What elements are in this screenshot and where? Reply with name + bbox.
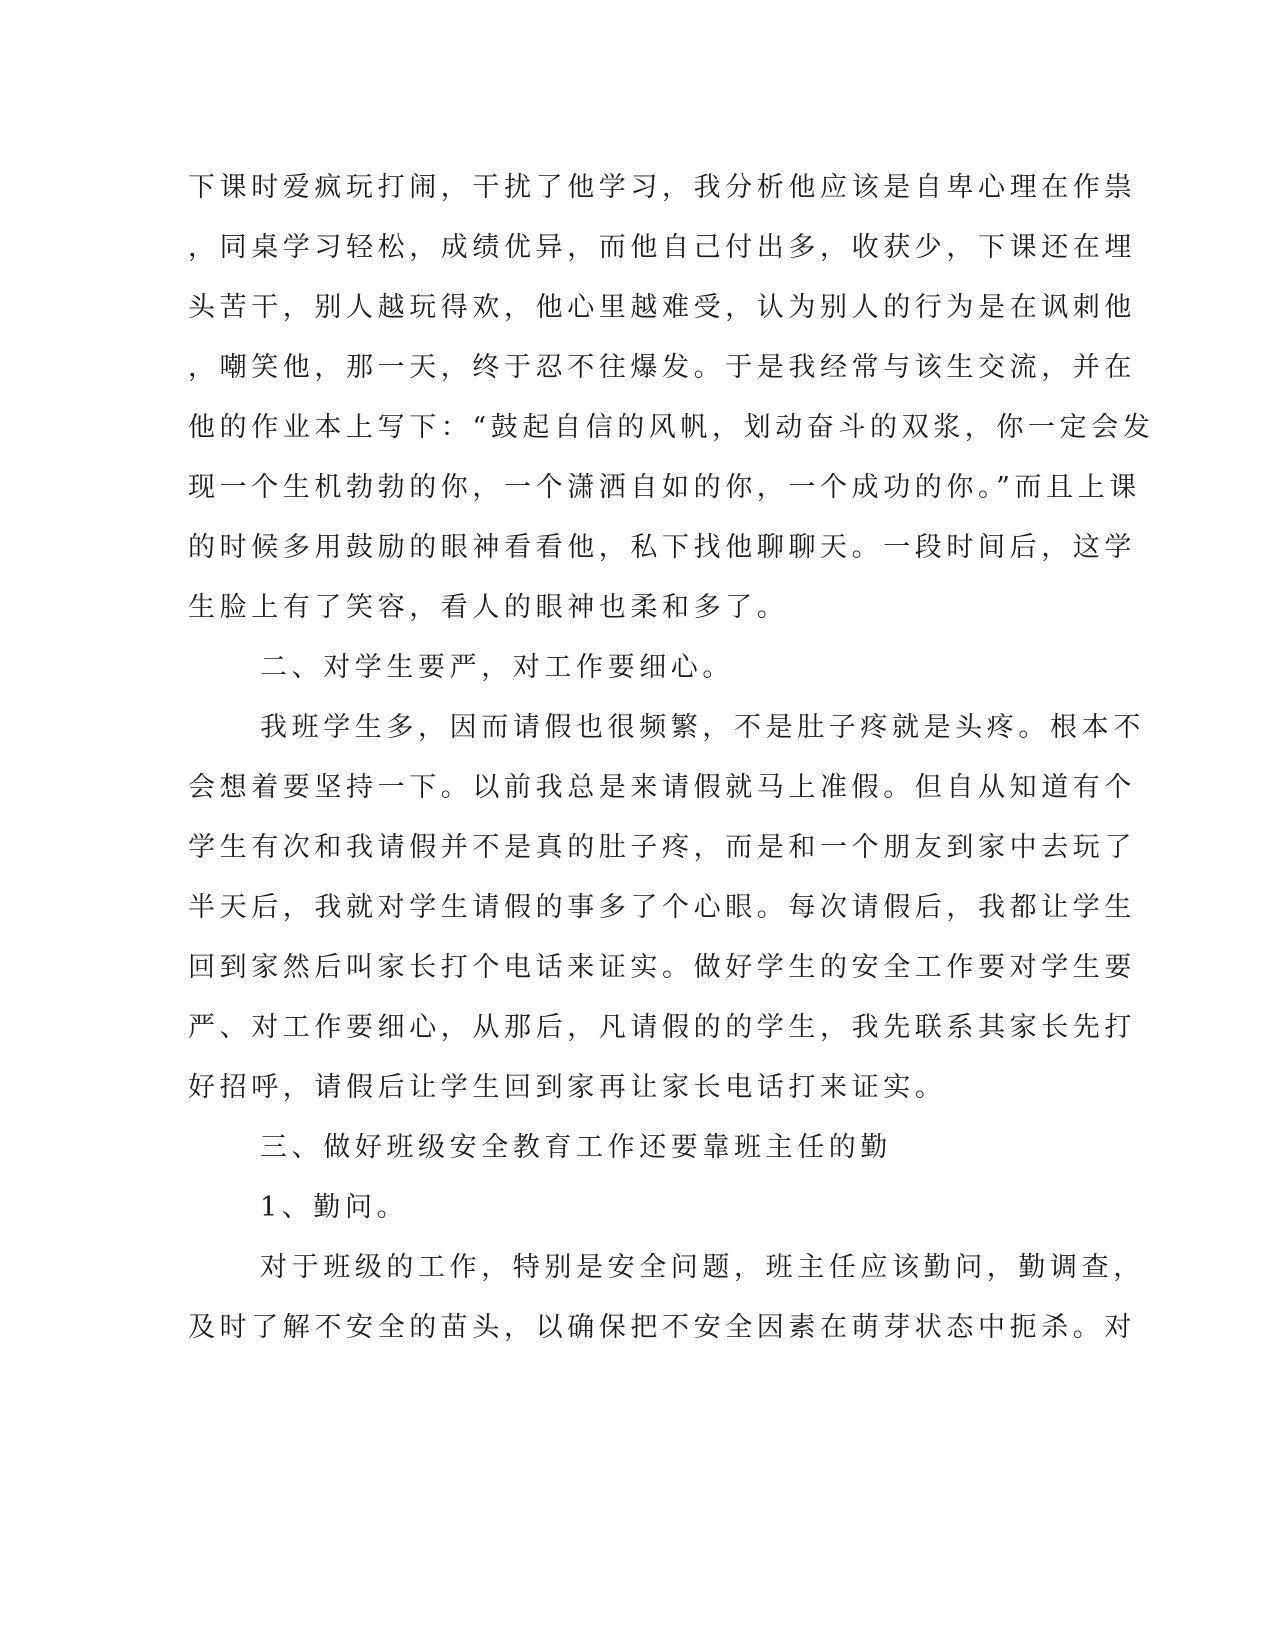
text-line: 二、对学生要严，对工作要细心。 xyxy=(260,652,734,683)
text-line: 头苦干，别人越玩得欢，他心里越难受，认为别人的行为是在讽刺他 xyxy=(188,292,1136,323)
text-line: 好招呼，请假后让学生回到家再让家长电话打来证实。 xyxy=(188,1072,947,1103)
text-line: 及时了解不安全的苗头，以确保把不安全因素在萌芽状态中扼杀。对 xyxy=(188,1312,1136,1343)
text-line: 现一个生机勃勃的你，一个潇洒自如的你，一个成功的你。”而且上课 xyxy=(188,472,1141,503)
text-line: 生脸上有了笑容，看人的眼神也柔和多了。 xyxy=(188,592,789,623)
text-line: 1、勤问。 xyxy=(260,1192,409,1223)
text-line: 的时候多用鼓励的眼神看看他，私下找他聊聊天。一段时间后，这学 xyxy=(188,532,1136,563)
text-line: 回到家然后叫家长打个电话来证实。做好学生的安全工作要对学生要 xyxy=(188,952,1136,983)
text-line: 对于班级的工作，特别是安全问题，班主任应该勤问，勤调查， xyxy=(260,1252,1145,1283)
text-line: 会想着要坚持一下。以前我总是来请假就马上准假。但自从知道有个 xyxy=(188,772,1136,803)
text-line: ，嘲笑他，那一天，终于忍不往爆发。于是我经常与该生交流，并在 xyxy=(188,352,1136,383)
text-line: 他的作业本上写下：“鼓起自信的风帆，划动奋斗的双浆，你一定会发 xyxy=(188,412,1155,443)
text-line: 严、对工作要细心，从那后，凡请假的的学生，我先联系其家长先打 xyxy=(188,1012,1136,1043)
text-line: 三、做好班级安全教育工作还要靠班主任的勤 xyxy=(260,1132,892,1163)
text-line: 半天后，我就对学生请假的事多了个心眼。每次请假后，我都让学生 xyxy=(188,892,1136,923)
text-line: 我班学生多，因而请假也很频繁，不是肚子疼就是头疼。根本不 xyxy=(260,712,1145,743)
document-body xyxy=(188,158,1155,1358)
text-line: 学生有次和我请假并不是真的肚子疼，而是和一个朋友到家中去玩了 xyxy=(188,832,1136,863)
text-line: ，同桌学习轻松，成绩优异，而他自己付出多，收获少，下课还在埋 xyxy=(188,232,1136,263)
text-line: 下课时爱疯玩打闹，干扰了他学习，我分析他应该是自卑心理在作祟 xyxy=(188,172,1136,203)
